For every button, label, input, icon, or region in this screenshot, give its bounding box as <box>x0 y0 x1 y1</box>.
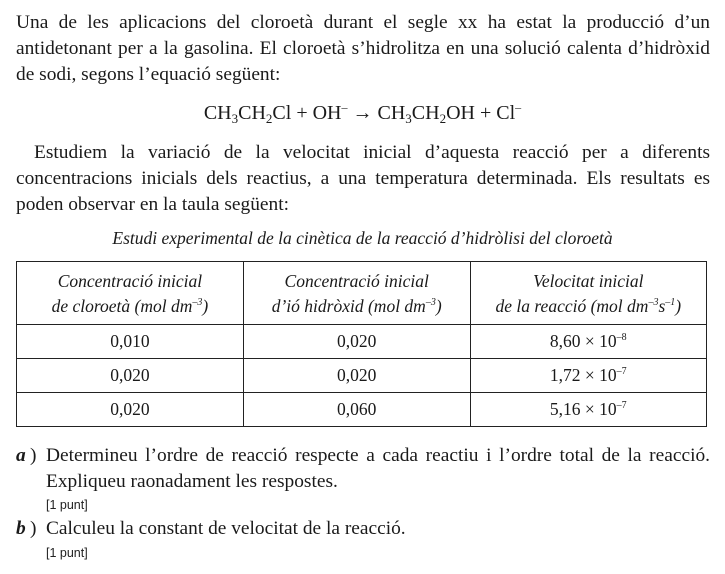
header-chloroethane-conc: Concentració inicial de cloroetà (mol $dm^{-3}$) <box>17 262 244 325</box>
cell-chloroethane: 0,020 <box>17 393 244 427</box>
kinetics-table <box>16 261 707 427</box>
eq-reactant-hydroxide: OH– <box>312 100 348 124</box>
question-a <box>16 443 710 495</box>
eq-plus: + <box>291 102 313 124</box>
eq-product-chloride: Cl– <box>496 100 522 124</box>
eq-product-ethanol: $CH_3CH_2OH$ <box>377 102 475 126</box>
header-hydroxide-conc: Concentració inicial d’ió hidròxid (mol $dm^{-3}$) <box>243 262 470 325</box>
table-row <box>17 325 707 359</box>
cell-rate: $8,60 \times 10^{-8}$ <box>470 325 706 359</box>
table-caption: Estudi experimental de la cinètica de la reacció d’hidròlisi del cloroetà <box>112 228 613 248</box>
cell-hydroxide: 0,020 <box>243 359 470 393</box>
question-text: Calculeu la constant de velocitat de la reacció. <box>46 518 406 539</box>
question-b-points: [1 punt] <box>46 546 88 560</box>
cell-chloroethane: 0,020 <box>17 359 244 393</box>
cell-hydroxide: 0,020 <box>243 325 470 359</box>
question-text: Determineu l’ordre de reacció respecte a cada reactiu i l’ordre total de la reacció. Expliqueu raonadament les respostes. <box>46 445 710 492</box>
table-row <box>17 393 707 427</box>
cell-hydroxide: 0,060 <box>243 393 470 427</box>
question-letter: a <box>16 445 26 466</box>
chemical-equation <box>0 100 725 127</box>
eq-reactant-chloroethane: $CH_3CH_2Cl$ <box>203 102 292 126</box>
cell-chloroethane: 0,010 <box>17 325 244 359</box>
question-paren: ) <box>30 518 37 539</box>
eq-plus: + <box>474 102 497 124</box>
table-header-row <box>17 262 707 325</box>
eq-arrow: → <box>347 102 378 124</box>
intro-paragraph: Una de les aplicacions del cloroetà durant el segle xx ha estat la producció d’un antidetonant per a la gasolina. El cloroetà s’hidrolitza en una solució calenta d’hidròxid de sodi, segons l’equació següent: <box>16 12 710 85</box>
question-paren: ) <box>30 445 37 466</box>
question-a-points: [1 punt] <box>46 498 88 512</box>
study-paragraph: Estudiem la variació de la velocitat inicial d’aquesta reacció per a diferents concentracions inicials dels reactius, a una temperatura determinada. Els resultats es poden observar en la taula següent: <box>16 142 710 215</box>
table-row <box>17 359 707 393</box>
cell-rate: $5,16 \times 10^{-7}$ <box>470 393 706 427</box>
header-initial-rate: Velocitat inicial de la reacció (mol $dm^{-3}s^{-1}$) <box>470 262 706 325</box>
question-letter: b <box>16 518 26 539</box>
cell-rate: $1,72 \times 10^{-7}$ <box>470 359 706 393</box>
question-b <box>16 516 710 542</box>
